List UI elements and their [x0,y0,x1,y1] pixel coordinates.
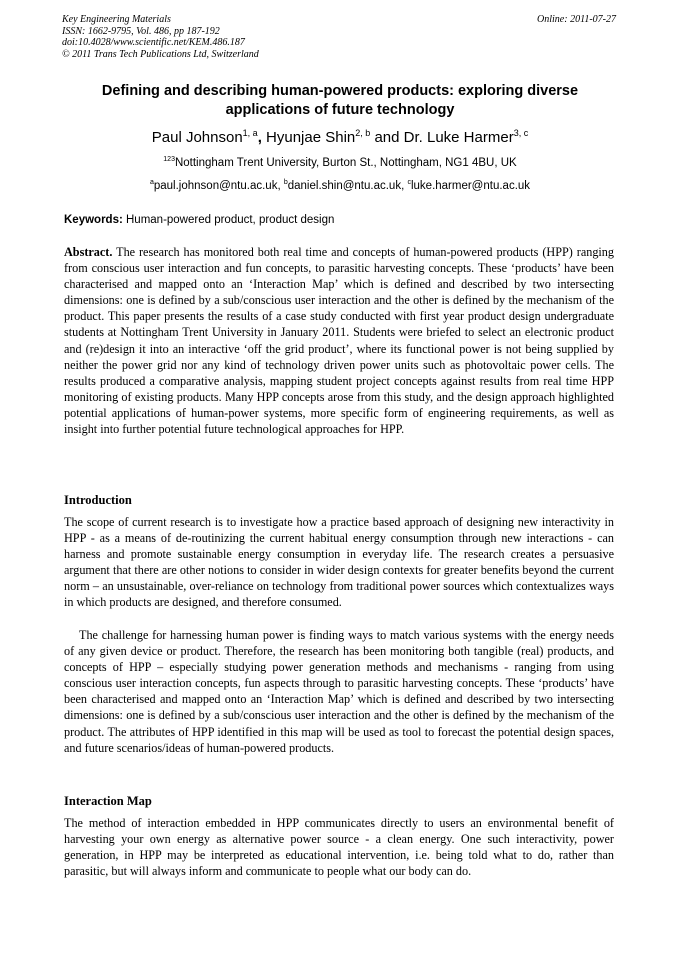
abstract-label: Abstract. [64,245,113,259]
author-name: Dr. Luke Harmer [403,129,514,146]
email-mark: b [283,179,288,186]
email-mark: c [407,179,411,186]
copyright-line: © 2011 Trans Tech Publications Ltd, Switzerland [62,48,259,60]
journal-header [62,14,618,60]
abstract [64,244,614,437]
author-emails [62,180,618,192]
affiliation [62,157,618,169]
email-link[interactable]: daniel.shin@ntu.ac.uk, [287,180,408,192]
issn-line: ISSN: 1662-9795, Vol. 486, pp 187-192 [62,25,220,37]
email-link[interactable]: paul.johnson@ntu.ac.uk, [153,180,284,192]
author-affil-mark: 1, a [242,128,258,138]
section-heading-interaction-map: Interaction Map [64,794,152,808]
author-conjunction: and [370,129,404,146]
affiliation-mark: 123 [163,156,175,163]
paper-title: Defining and describing human-powered products: exploring diverse applications of future technology [101,83,579,118]
email-mark: a [149,179,154,186]
author-list: Paul Johnson$^{1, a}$, Hyunjae Shin$^{2, b}$ and Dr. Luke Harmer$^{3, c}$ [151,128,529,146]
keywords-label: Keywords: [64,214,123,226]
journal-name: Key Engineering Materials [62,14,171,25]
paragraph: The challenge for harnessing human power is finding ways to match various systems with the energy needs of any given device or product. Therefore, the research has been monitoring both tangible (real) products, and concepts of HPP – especially studying power generation methods and mechanisms - ranging from using conscious user interaction concepts, fun aspects through to parasitic harvesting concepts. These ‘products’ have been characterised and mapped onto an ‘Interaction Map’ which is defined and described by two intersecting dimensions: one is defined by a sub/conscious user interaction and the other is defined by the mechanism of the product. The attributes of HPP identified in this map will be used as tool to forecast the potential design spaces, and future scenarios/ideas of human-powered products. [64,628,614,755]
abstract-text: The research has monitored both real time and concepts of human-powered products (HPP) ranging from conscious user interaction and fun concepts, to parasitic harvesting concepts. These ‘products’ have been characterised and mapped onto an ‘Interaction Map’ which is defined and described by two intersecting dimensions: one is defined by a sub/conscious user interaction and the other is defined by the mechanism of the product. This paper presents the results of a case study conducted with first year product design undergraduate students at Nottingham Trent University in January 2011. Students were briefed to select an electronic product and (re)design it into an interactive ‘off the grid product’, where its functional power is not being supplied by neither the power grid nor any kind of technology driven power units such as photovoltaic power cells. The results produced a comparative analysis, mapping student project concepts against results from real time HPP monitoring of existing products. Many HPP concepts arose from this study, and the design approach highlighted potential applications of human-power systems, more specific form of engineering requirements, as well as insight into further potential future technological approaches for HPP. [64,245,614,437]
online-date: Online: 2011-07-27 [537,14,616,25]
email-link[interactable]: luke.harmer@ntu.ac.uk [410,180,531,192]
author-affil-mark: 2, b [355,128,371,138]
section-heading-introduction: Introduction [64,493,132,507]
author-name: Paul Johnson [151,129,243,146]
keywords [64,214,334,226]
keywords-text: Human-powered product, product design [122,214,335,226]
doi-line[interactable]: doi:10.4028/www.scientific.net/KEM.486.187 [62,37,245,48]
author-affil-mark: 3, c [513,128,529,138]
author-name: Hyunjae Shin [266,129,356,146]
paragraph: The scope of current research is to investigate how a practice based approach of designing new interactivity in HPP - as a means of de-routinizing the current habitual energy consumption through new interactions - can harness and promote sustainable energy consumption in everyday life. The research creates a persuasive argument that there are other notions to consider in wider design contexts for greater benefits beyond the current norm – an unsustainable, over-reliance on technology from traditional power sources which contextualizes ways in which products are designed, and therefore consumed. [64,515,614,610]
paragraph: The method of interaction embedded in HPP communicates directly to users an environmental benefit of harvesting your own energy as alternative power source - a clean energy. One such interactivity, power generation, in HPP may be interpreted as educational intervention, i.e. being told what to do, rather than parasitic, but will always inform and communicate to people what our body can do. [64,816,614,879]
affiliation-text: Nottingham Trent University, Burton St., Nottingham, NG1 4BU, UK [174,157,517,169]
